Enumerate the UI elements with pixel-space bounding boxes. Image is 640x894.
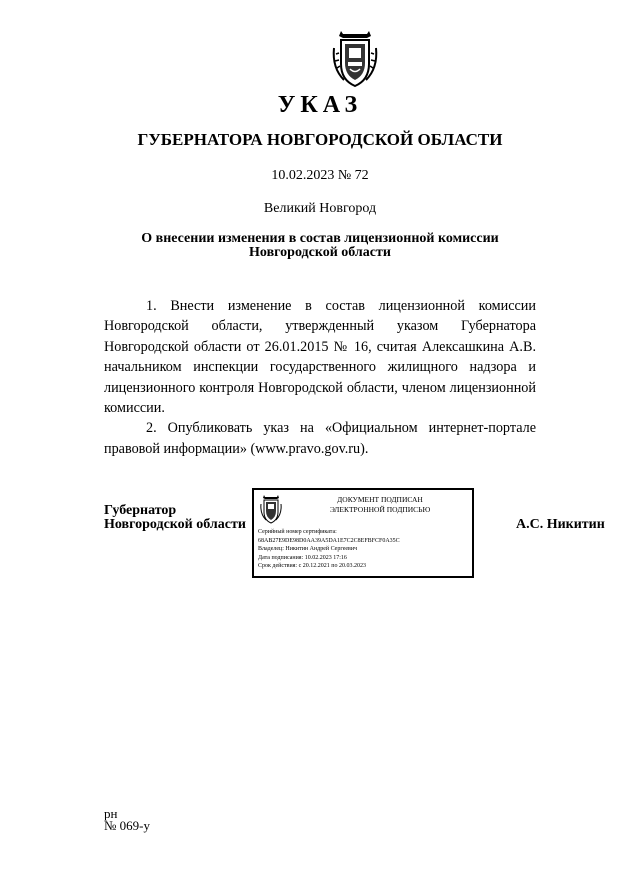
city: Великий Новгород: [263, 201, 377, 216]
document-reference-number: № 069-у: [104, 818, 150, 833]
paragraph: 2. Опубликовать указ на «Официальном интернет-портале правовой информации» (www.pravo.gov.ru).: [104, 420, 536, 457]
document-subject: [0, 232, 640, 260]
coat-of-arms-icon: [259, 494, 283, 524]
stamp-header: [290, 495, 470, 515]
date-number: 10.02.2023 № 72: [271, 168, 369, 183]
stamp-header-line: ДОКУМЕНТ ПОДПИСАН: [337, 495, 423, 504]
certificate-label: Серийный номер сертификата:: [258, 529, 337, 535]
document-type-title: УКАЗ: [277, 92, 363, 118]
signed-date: Дата подписания: 10.02.2023 17:16: [258, 554, 347, 561]
document-body: [104, 296, 536, 459]
stamp-details: [258, 528, 472, 571]
electronic-signature-stamp: [252, 488, 474, 578]
footer-reference: [104, 808, 150, 832]
signatory-name: А.С. Никитин: [516, 517, 605, 532]
issuer-title: ГУБЕРНАТОРА НОВГОРОДСКОЙ ОБЛАСТИ: [137, 130, 503, 149]
signatory-position: [104, 504, 246, 532]
certificate-serial: 68AB27E9DE98D0AA39A5DA1E7C2C8EFBFCF0A35C: [258, 537, 400, 544]
paragraph: 1. Внести изменение в состав лицензионной комиссии Новгородской области, утвержденный указом Губернатора Новгородской области от 26.01.2015 № 16, считая Алексашкина А.В. начальником инспекции государственного жилищного надзора и лицензионного контроля Новгородской области, членом лицензионной комиссии.: [104, 298, 536, 417]
certificate-owner: Владелец: Никитин Андрей Сергеевич: [258, 546, 358, 553]
certificate-validity: Срок действия: с 20.12.2021 по 20.03.2023: [258, 563, 366, 570]
subject-line: Новгородской области: [249, 245, 391, 260]
coat-of-arms-icon: [330, 28, 380, 88]
position-line: Новгородской области: [104, 517, 246, 532]
stamp-header-line: ЭЛЕКТРОННОЙ ПОДПИСЬЮ: [329, 505, 431, 514]
subject-line: О внесении изменения в состав лицензионной комиссии: [141, 231, 499, 246]
position-line: Губернатор: [104, 503, 177, 518]
executor-initials: рн: [104, 806, 118, 821]
